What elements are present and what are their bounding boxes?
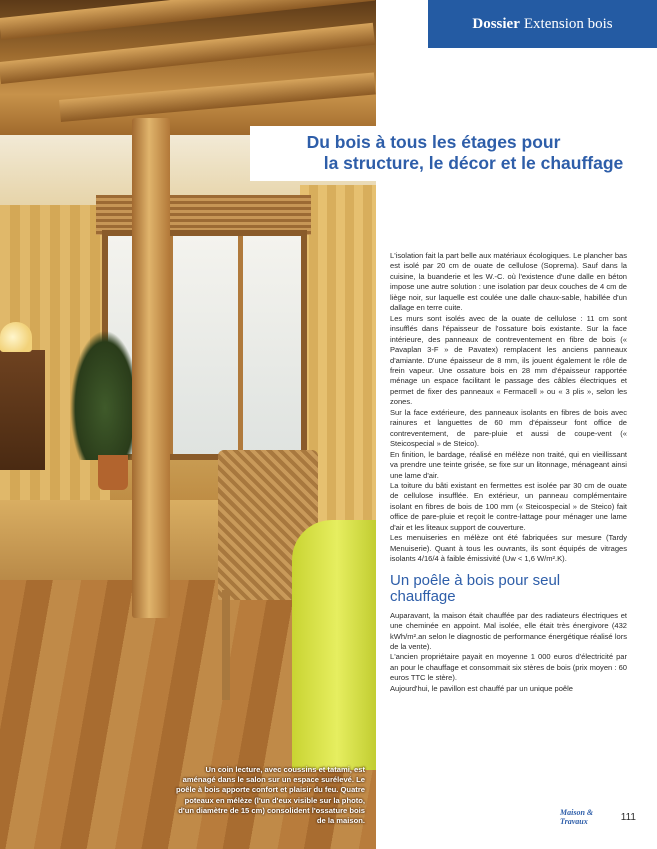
raised-platform bbox=[0, 500, 230, 580]
page-number: 111 bbox=[620, 811, 636, 823]
paragraph: Les menuiseries en mélèze ont été fabriquées sur mesure (Tardy Menuiserie). Quant à tous les ouvrants, ils sont équipés de vitrages isolants 4/16/4 à faible émissivité (Uw < 1,6 W/m².K). bbox=[390, 533, 627, 564]
subheading: Un poêle à bois pour seul chauffage bbox=[390, 571, 561, 605]
lamp bbox=[0, 322, 32, 352]
paragraph: Sur la face extérieure, des panneaux isolants en fibres de bois avec rainures et languettes de 60 mm d'épaisseur font office de contreventement, de pare-pluie et aussi de coupe-vent (« Steicospecial » de Steico). bbox=[390, 407, 627, 449]
paragraph: L'isolation fait la part belle aux matériaux écologiques. Le plancher bas est isolé par 20 cm de ouate de cellulose (Soprema). Sauf dans la cuisine, la buanderie et les W.-C. où l'existence d'une dalle en béton impose une autre solution : une isolation par deux couches de 4 cm de liège noir, sur laquelle est coulée une dalle chaux-sable, habillée d'un dallage en terre cuite. bbox=[390, 251, 627, 313]
section-tag bbox=[428, 0, 657, 48]
paragraph: L'ancien propriétaire payait en moyenne 1 000 euros d'électricité par an pour le chauffage et consommait six stères de bois (prix moyen : 60 euros TTC le stère). bbox=[390, 652, 627, 683]
plant-pot bbox=[98, 455, 128, 490]
magazine-logo: Maison & Travaux bbox=[560, 808, 594, 826]
round-table bbox=[292, 520, 376, 770]
title-line-1: Du bois à tous les étages pour bbox=[306, 132, 561, 152]
paragraph: Les murs sont isolés avec de la ouate de cellulose : 11 cm sont insufflés dans l'épaisseur de l'ossature bois existante. Sur la face intérieure, des panneaux de contreventement en fibre de bois (« Pavaplan 3-F » de Pavatex) remplacent les anciens panneaux d'amiante. D'une épaisseur de 8 mm, ils jouent également le rôle de frein vapeur. Une ossature bois en 28 mm d'épaisseur rapportée ménage un espace facilitant le passage des câbles électriques et permet de fixer des panneaux « Fermacell » ou « 3 plis », selon les zones. bbox=[390, 313, 627, 407]
page-footer bbox=[560, 808, 636, 826]
window-blind bbox=[96, 195, 311, 235]
section-tag-light: Extension bois bbox=[523, 15, 613, 32]
section-tag-bold: Dossier bbox=[472, 15, 520, 32]
paragraph: Aujourd'hui, le pavillon est chauffé par un unique poêle bbox=[390, 683, 573, 693]
paragraph: La toiture du bâti existant en fermettes est isolée par 30 cm de ouate de cellulose insufflée. En extérieur, un panneau complémentaire isolant en fibres de bois de 100 mm (« Steicospecial » de Steico) fait office de pare-pluie et reçoit le contre-lattage pour ménager une lame d'air et les liteaux support de couverture. bbox=[390, 480, 627, 532]
paragraph: Auparavant, la maison était chauffée par des radiateurs électriques et une cheminée en appoint. Mal isolée, elle était très énergivore (432 kWh/m².an selon le diagnostic de performance énergétique réalisé lors de la vente). bbox=[390, 610, 627, 651]
article-body bbox=[390, 251, 627, 694]
article-title bbox=[256, 132, 651, 174]
plant bbox=[70, 330, 140, 460]
photo-caption: Un coin lecture, avec coussins et tatami, est aménagé dans le salon sur un espace surélevé. Le poêle à bois apporte confort et plaisir du feu. Quatre poteaux en mélèze (l'un d'eux visible sur la photo, d'un diamètre de 15 cm) consolident l'ossature bois de la maison. bbox=[175, 765, 365, 826]
paragraph: En finition, le bardage, réalisé en mélèze non traité, qui en vieillissant va prendre une teinte grisée, se fixe sur un litonnage, ménageant ainsi une lame d'air. bbox=[390, 449, 627, 480]
title-line-2: la structure, le décor et le chauffage bbox=[323, 153, 624, 173]
larch-post bbox=[132, 118, 170, 618]
cabinet bbox=[0, 350, 45, 470]
chair-leg bbox=[222, 590, 230, 700]
